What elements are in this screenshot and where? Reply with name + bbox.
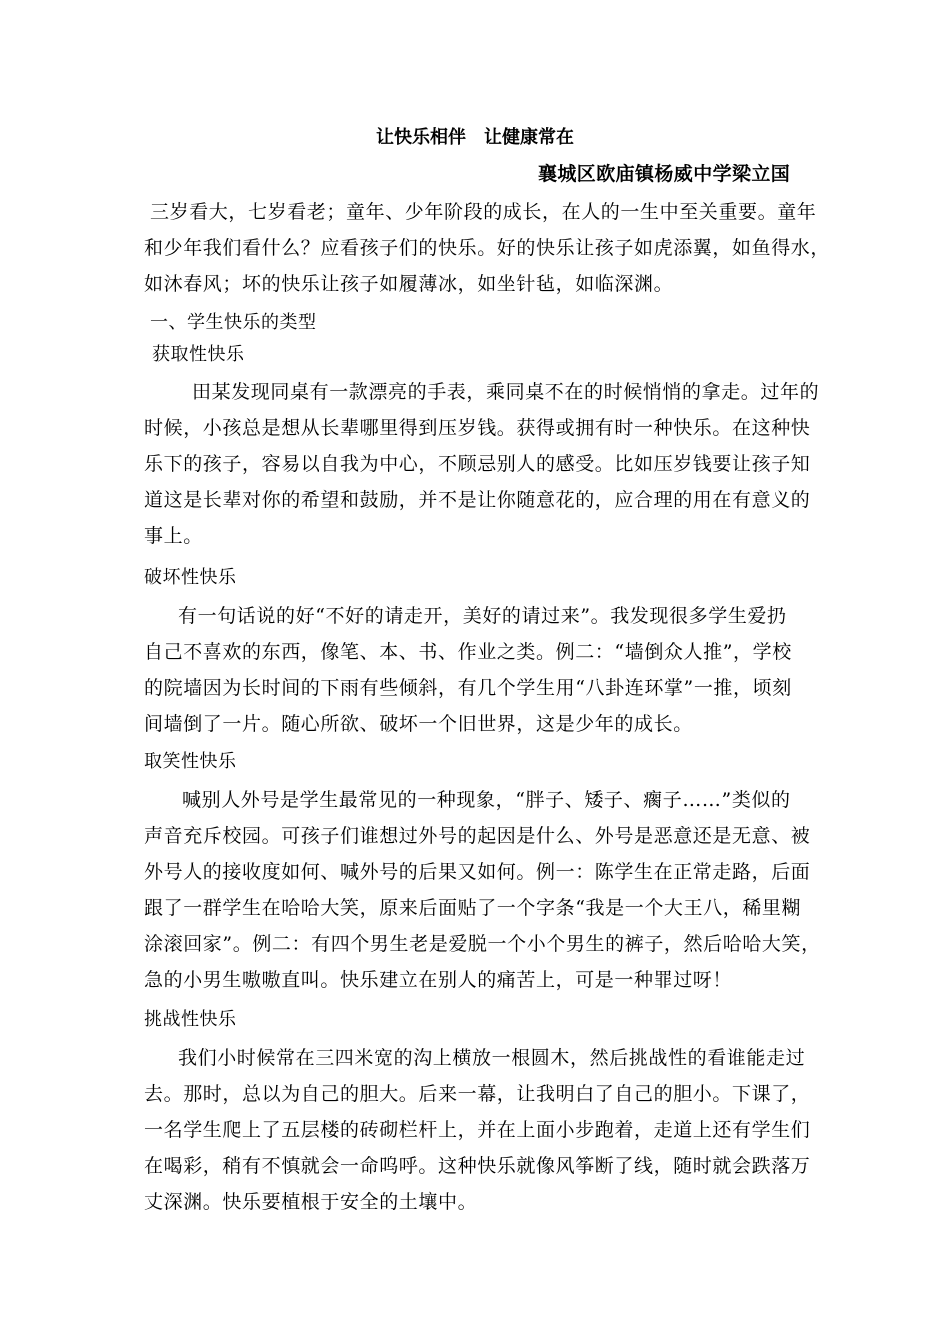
text-line: 在喝彩，稍有不慎就会一命呜呼。这种快乐就像风筝断了线，随时就会跌落万	[144, 1155, 811, 1177]
text-line: 乐下的孩子，容易以自我为中心，不顾忌别人的感受。比如压岁钱要让孩子知	[144, 453, 811, 475]
text-line: 丈深渊。快乐要植根于安全的土壤中。	[144, 1191, 478, 1213]
author-line: 襄城区欧庙镇杨威中学梁立国	[538, 163, 791, 185]
intro-paragraph	[144, 194, 831, 302]
text-line: 道这是长辈对你的希望和鼓励，并不是让你随意花的，应合理的用在有意义的	[144, 489, 811, 511]
text-line: 三岁看大，七岁看老；童年、少年阶段的成长，在人的一生中至关重要。童年	[150, 201, 817, 223]
text-line: 时候，小孩总是想从长辈哪里得到压岁钱。获得或拥有时一种快乐。在这种快	[144, 417, 811, 439]
text-line: 急的小男生嗷嗷直叫。快乐建立在别人的痛苦上，可是一种罪过呀！	[144, 969, 733, 991]
text-line: 外号人的接收度如何、喊外号的后果又如何。例一：陈学生在正常走路，后面	[144, 861, 811, 883]
text-line: 一名学生爬上了五层楼的砖砌栏杆上，并在上面小步跑着，走道上还有学生们	[144, 1119, 811, 1141]
text-line: 的院墙因为长时间的下雨有些倾斜，有几个学生用“八卦连环掌”一推，顷刻	[144, 677, 792, 699]
text-line: 有一句话说的好“不好的请走开，美好的请过来”。我发现很多学生爱扔	[178, 605, 787, 627]
subsection-heading-acquisitive: 获取性快乐	[152, 344, 245, 365]
subsection-heading-challenging: 挑战性快乐	[144, 1009, 237, 1030]
text-line: 声音充斥校园。可孩子们谁想过外号的起因是什么、外号是恶意还是无意、被	[144, 825, 811, 847]
text-line: 事上。	[144, 525, 203, 547]
text-line: 和少年我们看什么？应看孩子们的快乐。好的快乐让孩子如虎添翼，如鱼得水，	[144, 237, 831, 259]
document-title: 让快乐相伴 让健康常在	[376, 127, 574, 148]
text-line: 自己不喜欢的东西，像笔、本、书、作业之类。例二：“墙倒众人推”，学校	[144, 641, 792, 663]
paragraph-challenging	[144, 1040, 816, 1220]
text-line: 跟了一群学生在哈哈大笑，原来后面贴了一个字条“我是一个大王八，稀里糊	[144, 897, 802, 919]
text-line: 如沐春风；坏的快乐让孩子如履薄冰，如坐针毡，如临深渊。	[144, 273, 674, 295]
paragraph-acquisitive	[144, 374, 820, 554]
text-line: 田某发现同桌有一款漂亮的手表，乘同桌不在的时候悄悄的拿走。过年的	[192, 381, 820, 403]
text-line: 间墙倒了一片。随心所欲、破坏一个旧世界，这是少年的成长。	[144, 713, 693, 735]
paragraph-destructive	[144, 598, 816, 742]
paragraph-mocking	[144, 782, 821, 998]
subsection-heading-mocking: 取笑性快乐	[144, 751, 237, 772]
text-line: 去。那时，总以为自己的胆大。后来一幕，让我明白了自己的胆小。下课了，	[144, 1083, 811, 1105]
text-line: 涂滚回家”。例二：有四个男生老是爱脱一个小个男生的裤子，然后哈哈大笑，	[144, 933, 821, 955]
subsection-heading-destructive: 破坏性快乐	[144, 567, 237, 588]
text-line: 我们小时候常在三四米宽的沟上横放一根圆木，然后挑战性的看谁能走过	[178, 1047, 806, 1069]
text-line: 喊别人外号是学生最常见的一种现象，“胖子、矮子、瘸子……”类似的	[182, 789, 791, 811]
section-heading: 一、学生快乐的类型	[150, 312, 317, 333]
